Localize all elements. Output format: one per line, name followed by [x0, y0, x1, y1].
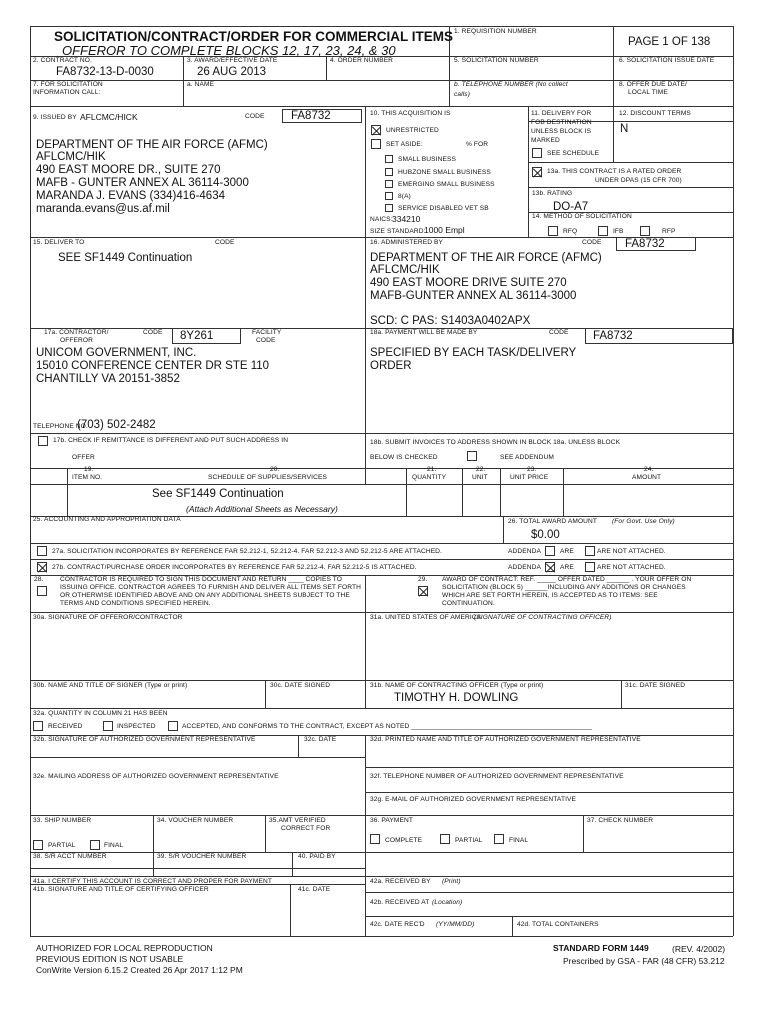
rule [30, 468, 365, 469]
award-date-value: 26 AUG 2013 [197, 66, 267, 78]
total-containers-label: 42d. TOTAL CONTAINERS [517, 921, 599, 928]
rule [153, 815, 154, 876]
name-label: a. NAME [187, 81, 215, 88]
rule [30, 708, 733, 709]
issuer-line-4: MAFB - GUNTER ANNEX AL 36114-3000 [36, 177, 249, 189]
unrestricted-label: UNRESTRICTED [386, 127, 439, 134]
naics-value: 334210 [392, 214, 421, 224]
rule [563, 468, 564, 516]
attach-note: (Attach Additional Sheets as Necessary) [186, 504, 338, 514]
see-addendum-label: SEE ADDENDUM [500, 454, 554, 461]
rule [183, 56, 184, 106]
hubzone-checkbox[interactable] [385, 168, 393, 176]
size-standard-value: 1000 Empl [424, 225, 465, 235]
quantity-label: 32a. QUANTITY IN COLUMN 21 HAS BEEN [33, 710, 168, 717]
rule [365, 575, 366, 709]
col23-num: 23. [527, 466, 537, 473]
rule [500, 468, 501, 516]
clause-27b-text: 27b. CONTRACT/PURCHASE ORDER INCORPORATES BY REFERENCE FAR 52.212-4. FAR 52.212-5 IS ATTACHED. [52, 564, 417, 571]
col21-num: 21. [427, 466, 437, 473]
col23-label: UNIT PRICE [510, 474, 549, 481]
rule [30, 559, 733, 560]
rule [30, 815, 733, 816]
block28-checkbox[interactable] [37, 586, 47, 596]
discount-terms-value: N [620, 123, 629, 135]
rep-phone-label: 32f. TELEPHONE NUMBER OF AUTHORIZED GOVERNMENT REPRESENTATIVE [370, 773, 624, 780]
payment-code-box [585, 328, 733, 344]
received-at-note: (Location) [432, 899, 463, 906]
total-award-value: $0.00 [531, 529, 560, 541]
rep-date-label: 32c. DATE [304, 736, 337, 743]
contractor-label-2: OFFEROR [60, 337, 93, 344]
issuer-line-6: maranda.evans@us.af.mil [36, 203, 170, 215]
administered-code: FA8732 [625, 238, 665, 250]
rule [613, 106, 614, 162]
block29-line-4: CONTINUATION. [442, 600, 495, 607]
addenda-27b-are-not-checkbox[interactable] [585, 562, 595, 572]
admin-scd-pas: SCD: C PAS: S1403A0402APX [370, 315, 531, 327]
form-title: SOLICITATION/CONTRACT/ORDER FOR COMMERCIAL ITEMS [54, 29, 453, 44]
issuer-line-1: DEPARTMENT OF THE AIR FORCE (AFMC) [36, 139, 268, 151]
block28-line-3: OR OTHERWISE IDENTIFIED ABOVE AND ON ANY ADDITIONAL SHEETS SUBJECT TO THE [60, 592, 350, 599]
addenda-27b-are-label: ARE [560, 564, 574, 571]
award-date-label: 3. AWARD/EFFECTIVE DATE [187, 57, 278, 64]
rfp-checkbox[interactable] [640, 226, 650, 236]
received-by-note: (Print) [442, 878, 461, 885]
rule [365, 892, 733, 893]
rule [512, 916, 513, 936]
paid-by-label: 40. PAID BY [298, 853, 336, 860]
telephone-label: b. TELEPHONE NUMBER (No collect [454, 81, 568, 88]
rule [265, 815, 266, 852]
col19-label: ITEM NO. [72, 474, 103, 481]
solicitation-number-label: 5. SOLICITATION NUMBER [454, 57, 539, 64]
facility-code-label: FACILITY [252, 329, 282, 336]
set-aside-label: SET ASIDE: [386, 141, 423, 148]
block29-num: 29. [418, 576, 428, 583]
block29-line-3: WHICH ARE SET FORTH HEREIN, IS ACCEPTED AS TO ITEMS: SEE [442, 592, 658, 599]
block28-line-4: TERMS AND CONDITIONS SPECIFIED HEREIN. [60, 600, 211, 607]
total-award-label: 26. TOTAL AWARD AMOUNT [508, 518, 598, 525]
ifb-label: IFB [613, 228, 624, 235]
issuer-line-5: MARANDA J. EVANS (334)416-4634 [36, 190, 225, 202]
block29-line-2: SOLICITATION (BLOCK 5) ______INCLUDING ANY ADDITIONS OR CHANGES [442, 584, 686, 591]
emerging-label: EMERGING SMALL BUSINESS [398, 181, 495, 188]
rated-order-label-2: UNDER DPAS (15 CFR 700) [595, 177, 682, 184]
prescribed-by: Prescribed by GSA - FAR (48 CFR) 53.212 [563, 956, 725, 966]
payment-label: 18a. PAYMENT WILL BE MADE BY [370, 329, 478, 336]
administered-code-box [616, 237, 696, 251]
rule [365, 735, 366, 936]
delivery-label-3: UNLESS BLOCK IS [531, 128, 592, 135]
officer-date-label: 31c. DATE SIGNED [625, 682, 686, 689]
rule [365, 792, 733, 793]
form-subtitle: OFFEROR TO COMPLETE BLOCKS 12, 17, 23, 24, & 30 [62, 43, 396, 58]
see-schedule-checkbox[interactable] [532, 148, 542, 158]
requisition-number-label: 1. REQUISITION NUMBER [454, 28, 537, 35]
col20-label: SCHEDULE OF SUPPLIES/SERVICES [208, 474, 327, 481]
block28-num: 28. [34, 576, 44, 583]
addenda-27b-label: ADDENDA [508, 564, 541, 571]
solicitation-issue-date-label: 6. SOLICITATION ISSUE DATE [619, 57, 715, 64]
final-ship-checkbox[interactable] [90, 840, 100, 850]
clause-27a-text: 27a. SOLICITATION INCORPORATES BY REFERENCE FAR 52.212-1, 52.212-4. FAR 52.212-3 AND 52.212-5 ARE ATTACHED. [52, 548, 442, 555]
total-award-note: (For Govt. Use Only) [612, 518, 675, 525]
administered-by-label: 16. ADMINISTERED BY [370, 239, 443, 246]
rule [365, 468, 733, 469]
issued-by-value: AFLCMC/HICK [80, 112, 138, 122]
amt-verified-label-2: CORRECT FOR [281, 825, 331, 832]
rule [528, 106, 529, 237]
contractor-code-label: CODE [143, 329, 163, 336]
telephone-label-2: calls) [454, 91, 470, 98]
officer-name-label: 31b. NAME OF CONTRACTING OFFICER (Type or print) [370, 682, 544, 689]
telephone-no-value: (703) 502-2482 [77, 419, 156, 431]
payment-36-label: 36. PAYMENT [370, 817, 413, 824]
contractor-code: 8Y261 [180, 330, 214, 342]
contractor-line-1: UNICOM GOVERNMENT, INC. [36, 347, 197, 359]
rule [30, 543, 733, 544]
rule [292, 852, 293, 876]
footer-line-1: AUTHORIZED FOR LOCAL REPRODUCTION [36, 943, 213, 953]
rating-value: DO-A7 [553, 201, 589, 213]
addenda-27a-are-label: ARE [560, 548, 574, 555]
naics-label: NAICS: [370, 216, 393, 223]
certify-label: 41a. I CERTIFY THIS ACCOUNT IS CORRECT AND PROPER FOR PAYMENT [33, 878, 273, 885]
issued-by-label: 9. ISSUED BY [33, 114, 77, 121]
rfp-label: RFP [662, 228, 676, 235]
accepted-label: ACCEPTED, AND CONFORMS TO THE CONTRACT, EXCEPT AS NOTED ________________________________________________ [182, 723, 593, 730]
rule [613, 26, 614, 106]
contractor-code-box [172, 328, 241, 344]
received-checkbox[interactable] [33, 721, 43, 731]
rule [30, 876, 733, 877]
rule [462, 468, 463, 516]
rule [621, 680, 622, 708]
rep-address-label: 32e. MAILING ADDRESS OF AUTHORIZED GOVERNMENT REPRESENTATIVE [33, 773, 279, 780]
block29-checkbox[interactable] [418, 586, 428, 596]
rule [528, 162, 733, 163]
rule [583, 815, 584, 852]
method-label: 14. METHOD OF SOLICITATION [532, 213, 632, 220]
rule [30, 757, 365, 758]
received-by-label: 42a. RECEIVED BY [370, 878, 431, 885]
submit-invoices-label: 18b. SUBMIT INVOICES TO ADDRESS SHOWN IN BLOCK 18a. UNLESS BLOCK [370, 439, 621, 446]
remittance-label-2: OFFER [72, 454, 95, 461]
deliver-to-code-label: CODE [215, 239, 235, 246]
addenda-27b-are-checkbox[interactable] [545, 562, 555, 572]
eight-a-label: 8(A) [398, 193, 411, 200]
payment-final-checkbox[interactable] [494, 834, 504, 844]
schedule-continuation: See SF1449 Continuation [152, 488, 284, 500]
date-recd-label: 42c. DATE REC'D [370, 921, 425, 928]
administered-code-label: CODE [582, 239, 602, 246]
addenda-27a-are-not-checkbox[interactable] [585, 546, 595, 556]
col22-num: 22. [476, 466, 486, 473]
col24-num: 24. [644, 466, 654, 473]
accepted-checkbox[interactable] [168, 721, 178, 731]
rule [30, 612, 733, 613]
footer-line-2: PREVIOUS EDITION IS NOT USABLE [36, 954, 184, 964]
facility-code-label-2: CODE [256, 337, 276, 344]
partial-ship-label: PARTIAL [48, 842, 76, 849]
rule [30, 433, 733, 434]
rule [365, 106, 366, 484]
signer-name-label: 30b. NAME AND TITLE OF SIGNER (Type or print) [33, 682, 188, 689]
rule [30, 868, 365, 869]
col21-label: QUANTITY [412, 474, 447, 481]
rule [30, 26, 733, 27]
rep-signature-label: 32b. SIGNATURE OF AUTHORIZED GOVERNMENT REPRESENTATIVE [33, 736, 256, 743]
issued-by-code-box [282, 109, 362, 123]
addenda-27a-are-not-label: ARE NOT ATTACHED. [597, 548, 666, 555]
rule [298, 735, 299, 757]
rule [30, 26, 31, 936]
col20-num: 20. [270, 466, 280, 473]
voucher-number-label: 34. VOUCHER NUMBER [157, 817, 234, 824]
block29-line-1: AWARD OF CONTRACT: REF. _____ OFFER DATED ______ . YOUR OFFER ON [442, 576, 692, 583]
sr-acct-label: 38. S/R ACCT NUMBER [33, 853, 107, 860]
rule [30, 106, 733, 107]
percent-for-label: % FOR [466, 141, 489, 148]
addenda-27a-label: ADDENDA [508, 548, 541, 555]
sdvosb-checkbox[interactable] [385, 204, 393, 212]
see-schedule-label: SEE SCHEDULE [547, 150, 600, 157]
contractor-label: 17a. CONTRACTOR/ [44, 329, 109, 336]
payment-partial-checkbox[interactable] [440, 834, 450, 844]
rule [30, 484, 733, 485]
received-label: RECEIVED [48, 723, 83, 730]
payment-partial-label: PARTIAL [455, 837, 483, 844]
rule [365, 916, 733, 917]
info-call-label: 7. FOR SOLICITATION [33, 81, 103, 88]
admin-line-2: AFLCMC/HIK [370, 264, 440, 276]
issued-by-code-label: CODE [245, 113, 265, 120]
remittance-label: 17b. CHECK IF REMITTANCE IS DIFFERENT AND PUT SUCH ADDRESS IN [53, 437, 289, 444]
col22-label: UNIT [472, 474, 488, 481]
rule [67, 468, 68, 484]
submit-invoices-label-2: BELOW IS CHECKED [370, 454, 438, 461]
acquisition-label: 10. THIS ACQUISITION IS [370, 110, 451, 117]
rule [528, 187, 733, 188]
remittance-checkbox[interactable] [38, 436, 48, 446]
block28-line-2: ISSUING OFFICE. CONTRACTOR AGREES TO FURNISH AND DELIVER ALL ITEMS SET FORTH [60, 584, 361, 591]
contractor-line-2: 15010 CONFERENCE CENTER DR STE 110 [36, 360, 270, 372]
admin-line-1: DEPARTMENT OF THE AIR FORCE (AFMC) [370, 252, 602, 264]
payment-code-label: CODE [549, 329, 569, 336]
ifb-checkbox[interactable] [598, 226, 608, 236]
rated-order-checkbox[interactable] [532, 167, 542, 177]
payment-final-label: FINAL [509, 837, 529, 844]
payment-code: FA8732 [593, 330, 633, 342]
us-signature-label: 31a. UNITED STATES OF AMERICA [370, 614, 482, 621]
rule [406, 468, 407, 516]
rep-email-label: 32g. E-MAIL OF AUTHORIZED GOVERNMENT REPRESENTATIVE [370, 796, 576, 803]
offeror-date-label: 30c. DATE SIGNED [270, 682, 331, 689]
order-number-label: 4. ORDER NUMBER [330, 57, 394, 64]
amt-verified-label: 35.AMT VERIFIED [269, 817, 326, 824]
delivery-label-4: MARKED [531, 137, 560, 144]
rule [326, 56, 327, 80]
sr-voucher-label: 39. S/R VOUCHER NUMBER [157, 853, 247, 860]
info-call-label-2: INFORMATION CALL: [33, 89, 101, 96]
received-at-label: 42b. RECEIVED AT [370, 899, 430, 906]
partial-ship-checkbox[interactable] [33, 840, 43, 850]
small-business-label: SMALL BUSINESS [398, 156, 456, 163]
rfq-checkbox[interactable] [548, 226, 558, 236]
contract-no-value: FA8732-13-D-0030 [56, 66, 154, 78]
delivery-label-1: 11. DELIVERY FOR [531, 110, 592, 117]
rule [30, 852, 733, 853]
payment-line-1: SPECIFIED BY EACH TASK/DELIVERY [370, 347, 577, 359]
officer-name-value: TIMOTHY H. DOWLING [394, 692, 519, 704]
certify-date-label: 41c. DATE [298, 886, 331, 893]
unrestricted-checkbox[interactable] [371, 125, 381, 135]
issuer-line-2: AFLCMC/HIK [36, 151, 106, 163]
hubzone-label: HUBZONE SMALL BUSINESS [398, 169, 491, 176]
inspected-label: INSPECTED [117, 723, 156, 730]
delivery-label-2: FOB DESTINATION [531, 119, 592, 126]
date-recd-note: (YY/MM/DD) [436, 921, 475, 928]
sdvosb-label: SERVICE DISABLED VET SB [398, 205, 489, 212]
block28-line-1: CONTRACTOR IS REQUIRED TO SIGN THIS DOCUMENT AND RETURN ____ COPIES TO [60, 576, 343, 583]
page-indicator: PAGE 1 OF 138 [628, 36, 711, 48]
rule [733, 26, 734, 936]
ship-number-label: 33. SHIP NUMBER [33, 817, 92, 824]
payment-line-2: ORDER [370, 360, 412, 372]
certifying-officer-label: 41b. SIGNATURE AND TITLE OF CERTIFYING OFFICER [33, 886, 209, 893]
form-revision: (REV. 4/2002) [672, 944, 726, 954]
accounting-label: 25. ACCOUNTING AND APPROPRIATION DATA [33, 516, 181, 523]
rule [503, 516, 504, 543]
set-aside-checkbox[interactable] [371, 139, 381, 149]
footer-line-3: ConWrite Version 6.15.2 Created 26 Apr 2017 1:12 PM [36, 965, 243, 975]
inspected-checkbox[interactable] [103, 721, 113, 731]
col24-label: AMOUNT [632, 474, 662, 481]
rep-name-label: 32d. PRINTED NAME AND TITLE OF AUTHORIZED GOVERNMENT REPRESENTATIVE [370, 736, 641, 743]
admin-line-3: 490 EAST MOORE DRIVE SUITE 270 [370, 277, 567, 289]
addenda-27a-are-checkbox[interactable] [545, 546, 555, 556]
issuer-line-3: 490 EAST MOORE DR., SUITE 270 [36, 164, 221, 176]
clause-27b-checkbox[interactable] [37, 562, 47, 572]
payment-complete-checkbox[interactable] [370, 834, 380, 844]
contract-no-label: 2. CONTRACT NO. [33, 57, 92, 64]
form-name: STANDARD FORM 1449 [553, 943, 649, 953]
offer-due-label: 8. OFFER DUE DATE/ [619, 81, 687, 88]
eight-a-checkbox[interactable] [385, 192, 393, 200]
addenda-27b-are-not-label: ARE NOT ATTACHED. [597, 564, 666, 571]
rule [30, 936, 733, 937]
deliver-to-value: SEE SF1449 Continuation [58, 252, 193, 264]
rated-order-label: 13a. THIS CONTRACT IS A RATED ORDER [547, 168, 682, 175]
contractor-line-3: CHANTILLY VA 20151-3852 [36, 373, 180, 385]
telephone-no-label: TELEPHONE NO. [33, 423, 88, 430]
check-number-label: 37. CHECK NUMBER [587, 817, 654, 824]
rule [30, 680, 733, 681]
payment-complete-label: COMPLETE [385, 837, 423, 844]
us-signature-note: (SIGNATURE OF CONTRACTING OFFICER) [474, 614, 612, 621]
emerging-checkbox[interactable] [385, 180, 393, 188]
rule [290, 884, 291, 936]
deliver-to-label: 15. DELIVER TO [33, 239, 85, 246]
small-business-checkbox[interactable] [385, 155, 393, 163]
admin-line-4: MAFB-GUNTER ANNEX AL 36114-3000 [370, 290, 577, 302]
rfq-label: RFQ [563, 228, 578, 235]
offeror-signature-label: 30a. SIGNATURE OF OFFEROR/CONTRACTOR [33, 614, 183, 621]
issued-by-code: FA8732 [291, 110, 331, 122]
rating-label: 13b. RATING [532, 190, 573, 197]
final-ship-label: FINAL [104, 842, 124, 849]
discount-terms-label: 12. DISCOUNT TERMS [619, 110, 691, 117]
offer-due-label-2: LOCAL TIME [628, 89, 668, 96]
rule [265, 680, 266, 708]
see-addendum-checkbox[interactable] [467, 451, 477, 461]
col19-num: 19. [84, 466, 94, 473]
size-standard-label: SIZE STANDARD: [370, 228, 426, 235]
rule [365, 767, 733, 768]
rule [30, 884, 365, 885]
clause-27a-checkbox[interactable] [37, 546, 47, 556]
